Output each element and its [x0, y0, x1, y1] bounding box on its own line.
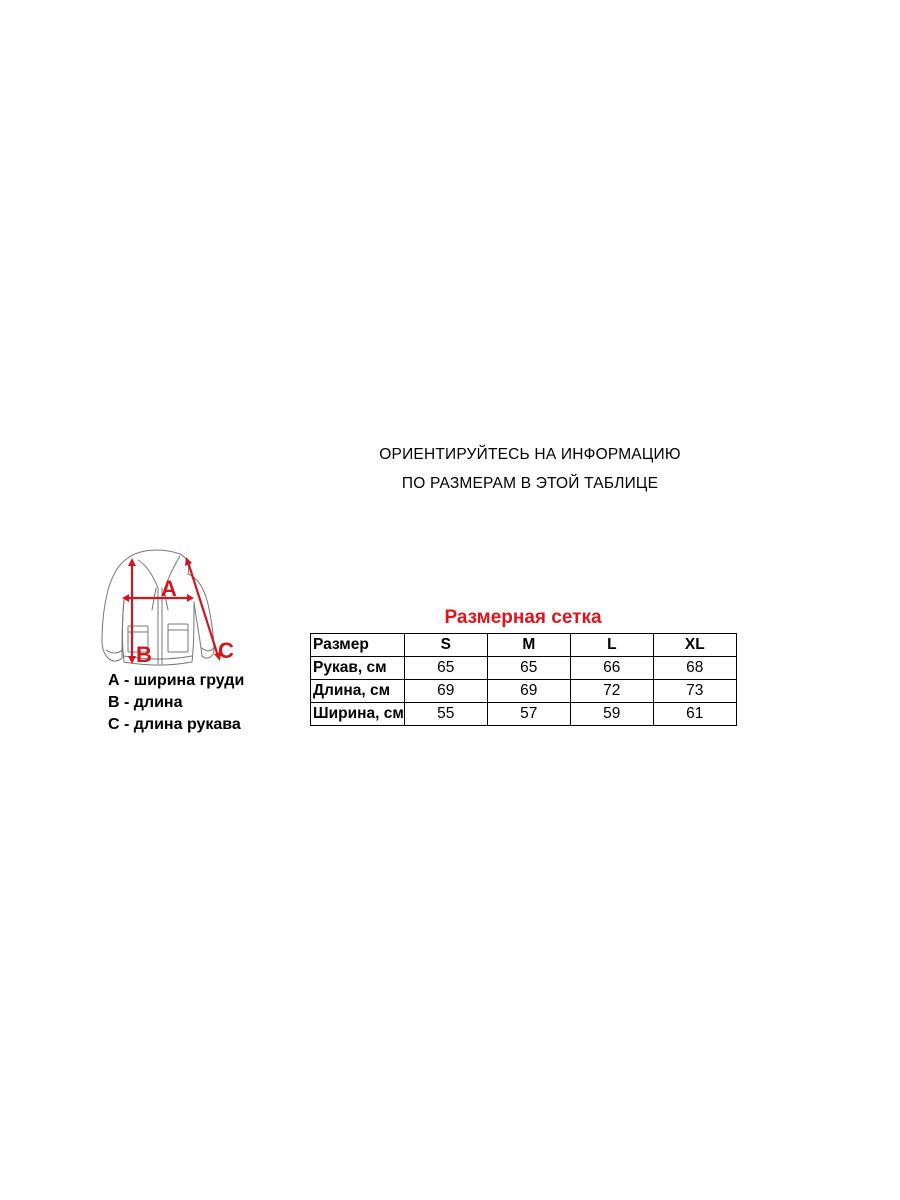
legend-item-a: А - ширина груди [108, 672, 245, 689]
measurement-legend [108, 670, 244, 736]
size-table-title: Размерная сетка [444, 607, 602, 628]
table-cell: 57 [487, 703, 570, 726]
table-row-label: Рукав, см [311, 657, 405, 680]
table-cell: 59 [570, 703, 653, 726]
legend-item-b: В - длина [108, 694, 183, 711]
table-row [311, 657, 737, 680]
table-cell: 65 [404, 657, 487, 680]
label-b: B [136, 642, 152, 667]
table-header-cell: S [404, 634, 487, 657]
table-cell: 65 [487, 657, 570, 680]
table-row [311, 703, 737, 726]
table-header-cell: XL [653, 634, 736, 657]
jacket-diagram-icon [98, 548, 244, 670]
table-cell: 69 [487, 680, 570, 703]
table-header-cell: Размер [311, 634, 405, 657]
table-cell: 55 [404, 703, 487, 726]
table-row-label: Длина, см [311, 680, 405, 703]
intro-line-1: ОРИЕНТИРУЙТЕСЬ НА ИНФОРМАЦИЮ [379, 446, 681, 463]
table-cell: 68 [653, 657, 736, 680]
table-cell: 61 [653, 703, 736, 726]
intro-line-2: ПО РАЗМЕРАМ В ЭТОЙ ТАБЛИЦЕ [401, 475, 659, 492]
table-header-cell: M [487, 634, 570, 657]
table-cell: 69 [404, 680, 487, 703]
label-c: C [218, 638, 234, 663]
legend-item-c: С - длина рукава [108, 716, 241, 733]
table-cell: 73 [653, 680, 736, 703]
table-row [311, 680, 737, 703]
table-cell: 66 [570, 657, 653, 680]
table-header-cell: L [570, 634, 653, 657]
table-header-row [311, 634, 737, 657]
table-cell: 72 [570, 680, 653, 703]
intro-text [330, 440, 730, 498]
table-row-label: Ширина, см [311, 703, 405, 726]
label-a: A [161, 576, 177, 601]
size-table [310, 633, 737, 726]
